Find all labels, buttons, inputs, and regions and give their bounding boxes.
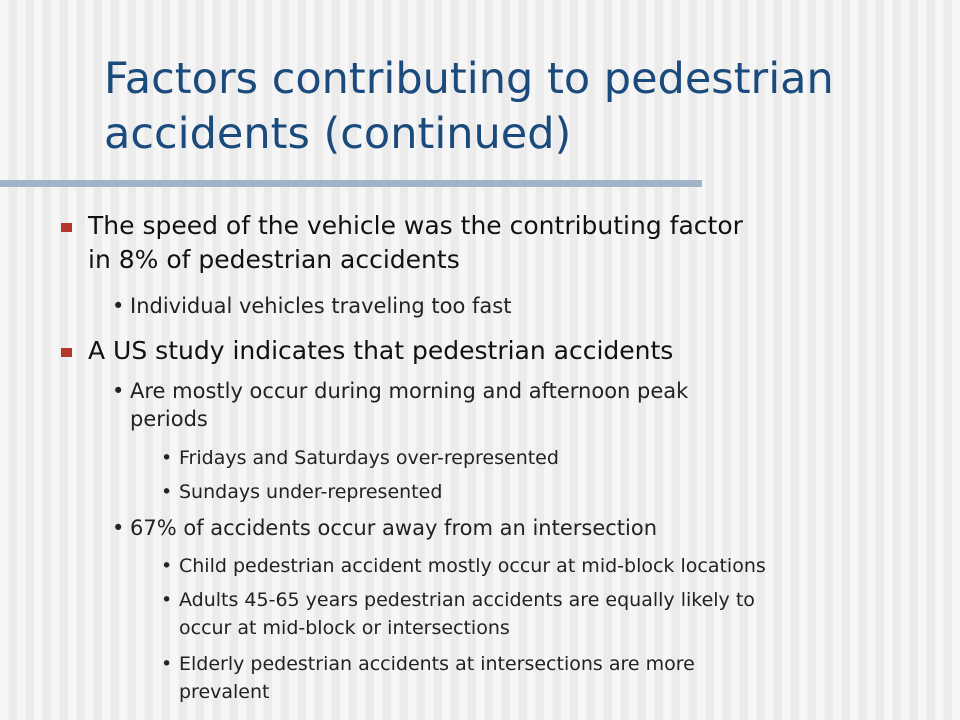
sub-sub-bullet-adults xyxy=(161,586,939,642)
sub-sub-bullet-text-line-1: Adults 45-65 years pedestrian accidents are equally likely to xyxy=(179,589,755,611)
sub-sub-bullet-child xyxy=(161,552,939,580)
sub-bullet-too-fast xyxy=(112,292,930,320)
sub-bullet-text-line-2: periods xyxy=(130,407,208,431)
sub-sub-bullet-text: Sundays under-represented xyxy=(179,481,443,503)
sub-bullet-peak-periods xyxy=(112,377,930,433)
sub-sub-bullet-sundays xyxy=(161,478,939,506)
dot-bullet-icon: • xyxy=(112,294,125,318)
slide-title-line-2: accidents (continued) xyxy=(104,109,572,159)
sub-bullet-text: 67% of accidents occur away from an intersection xyxy=(130,516,658,540)
sub-sub-bullet-text-line-1: Elderly pedestrian accidents at intersections are more xyxy=(179,653,695,675)
dot-bullet-icon: • xyxy=(161,481,173,503)
dot-bullet-icon: • xyxy=(161,589,173,611)
sub-bullet-text: Individual vehicles traveling too fast xyxy=(130,294,512,318)
dot-bullet-icon: • xyxy=(161,447,173,469)
dot-bullet-icon: • xyxy=(161,555,173,577)
bullet-point-vehicle-speed xyxy=(88,209,948,277)
bullet-text-line-1: The speed of the vehicle was the contributing factor xyxy=(88,211,743,240)
sub-bullet-away-from-intersection xyxy=(112,514,930,542)
sub-sub-bullet-text: Fridays and Saturdays over-represented xyxy=(179,447,559,469)
sub-sub-bullet-text-line-2: prevalent xyxy=(179,681,270,703)
dot-bullet-icon: • xyxy=(112,379,125,403)
dot-bullet-icon: • xyxy=(161,653,173,675)
dot-bullet-icon: • xyxy=(112,516,125,540)
square-bullet-icon xyxy=(61,223,72,232)
square-bullet-icon xyxy=(61,348,72,357)
sub-sub-bullet-text: Child pedestrian accident mostly occur at mid-block locations xyxy=(179,555,766,577)
sub-sub-bullet-text-line-2: occur at mid-block or intersections xyxy=(179,617,510,639)
sub-bullet-text-line-1: Are mostly occur during morning and afternoon peak xyxy=(130,379,689,403)
bullet-text-line-2: in 8% of pedestrian accidents xyxy=(88,245,460,274)
slide-title-line-1: Factors contributing to pedestrian xyxy=(104,54,834,104)
bullet-point-us-study xyxy=(88,334,948,368)
bullet-text: A US study indicates that pedestrian accidents xyxy=(88,336,674,365)
sub-sub-bullet-elderly xyxy=(161,650,939,706)
sub-sub-bullet-fridays xyxy=(161,444,939,472)
